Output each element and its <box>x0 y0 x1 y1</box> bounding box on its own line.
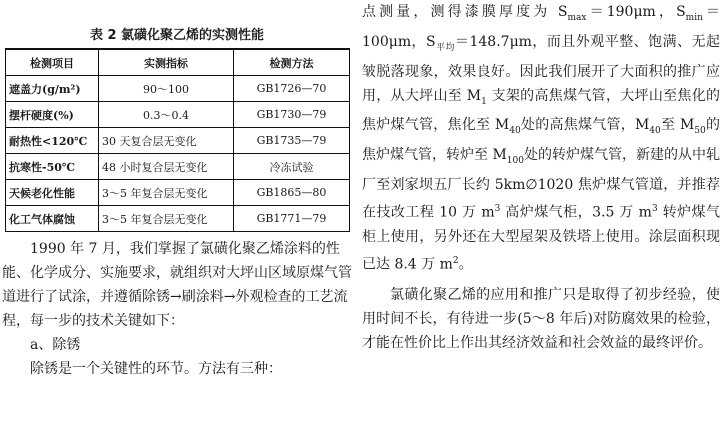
subscript: 40 <box>649 126 661 137</box>
superscript: 3 <box>651 203 658 214</box>
subscript: 平均 <box>435 42 456 53</box>
table-cell: 耐热性<120℃ <box>6 128 99 154</box>
table-title: 表 2 氯磺化聚乙烯的实测性能 <box>89 28 265 43</box>
table-cell: 30 天复合层无变化 <box>99 128 234 154</box>
table-row <box>6 76 350 102</box>
left-column <box>2 0 352 381</box>
subscript: 50 <box>694 126 706 137</box>
table-row <box>6 206 350 232</box>
text-run: 高炉煤气柜，3.5 万 m <box>500 204 652 221</box>
text-run: 。 <box>458 256 473 273</box>
text-run: 转炉煤气柜上使用，另外还在大型屋架及铁塔上使用。涂层面积现已达 8.4 万 m <box>362 204 720 273</box>
table-cell: GB1726—70 <box>234 76 350 102</box>
text-run: 处的转炉煤气管，新建的从中轧厂至刘家坝五厂长约 5km∅1020 焦炉煤气管道，并推荐在技改工程 10 万 m <box>362 147 720 221</box>
paragraph: 除锈是一个关键性的环节。方法有三种： <box>30 361 282 377</box>
text-run: 的焦炉煤气管，转炉至 M <box>362 117 720 164</box>
table-cell: 抗寒性-50℃ <box>6 154 99 180</box>
table-cell: 0.3～0.4 <box>99 102 234 128</box>
paragraph: 氯磺化聚乙烯的应用和推广只是取得了初步经验，使用时间不长，有待进一步(5～8 年后)对防腐效果的检验，才能在性价比上作出其经济效益和社会效益的最终评价。 <box>362 287 720 352</box>
subscript: 1 <box>481 96 487 107</box>
subscript: min <box>685 12 703 23</box>
header-method: 检测方法 <box>234 49 350 76</box>
section-heading: a、除锈 <box>30 337 81 353</box>
text-run: 点测量，测得漆膜厚度为 S <box>362 4 568 20</box>
header-index: 实测指标 <box>99 49 234 76</box>
table-row <box>6 180 350 206</box>
table-cell: 天候老化性能 <box>6 180 99 206</box>
table-row <box>6 128 350 154</box>
table-cell: GB1735—79 <box>234 128 350 154</box>
text-run: 处的高焦煤气管，M <box>520 117 650 134</box>
superscript: 3 <box>494 203 501 214</box>
table-cell: 化工气体腐蚀 <box>6 206 99 232</box>
table-cell: 48 小时复合层无变化 <box>99 154 234 180</box>
table-cell: 冷冻试验 <box>234 154 350 180</box>
table-row <box>6 154 350 180</box>
table-cell: GB1730—79 <box>234 102 350 128</box>
text-run: ＝100μm，S <box>362 4 720 50</box>
text-run: 至 M <box>660 117 695 134</box>
table-cell: 90～100 <box>99 76 234 102</box>
left-text <box>2 237 352 381</box>
table-cell: 3～5 年复合层无变化 <box>99 180 234 206</box>
subscript: 100 <box>506 155 524 166</box>
table-cell: 遮盖力(g/m²) <box>6 76 99 102</box>
text-run: ＝148.7μm，而且外观平整、饱满、无起皱脱落现象，效果良好。因此我们展开了大面积的推广应用，从大坪山至 M <box>362 33 720 104</box>
header-item: 检测项目 <box>6 49 99 76</box>
superscript: 2 <box>452 255 459 266</box>
right-column <box>362 0 720 355</box>
properties-table <box>5 48 350 232</box>
paragraph <box>362 0 720 276</box>
table-cell: 摆杆硬度(%) <box>6 102 99 128</box>
paragraph: 1990 年 7 月，我们掌握了氯磺化聚乙烯涂料的性能、化学成分、实施要求，就组织对大坪山区域原煤气管道进行了试涂，并遵循除锈→刷涂料→外观检查的工艺流程，每一步的技术关键如下： <box>2 241 352 329</box>
table-cell: GB1865—80 <box>234 180 350 206</box>
table-cell: GB1771—79 <box>234 206 350 232</box>
table-header-row <box>6 49 350 76</box>
text-run: ＝190μm，S <box>586 4 686 20</box>
subscript: 40 <box>509 126 521 137</box>
table-row <box>6 102 350 128</box>
text-run: 支架的高焦煤气管，大坪山至焦化的焦炉煤气管，焦化至 M <box>362 87 720 134</box>
table-cell: 3～5 年复合层无变化 <box>99 206 234 232</box>
subscript: max <box>567 12 587 23</box>
